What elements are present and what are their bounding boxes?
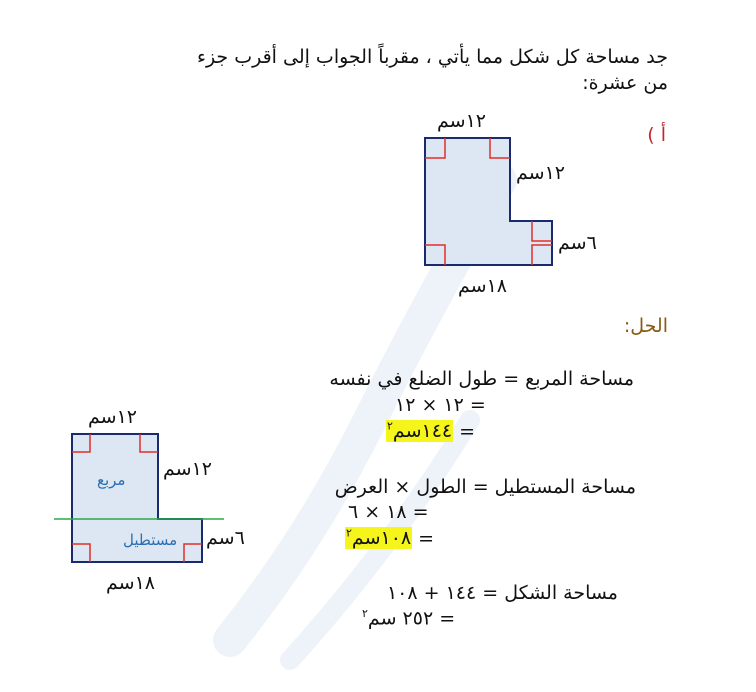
dim-bottom: ١٨سم — [458, 275, 507, 297]
dim-right-upper: ١٢سم — [516, 162, 565, 184]
shape-area-line-2: = ٢٥٢ سم$^٢$ — [362, 607, 456, 630]
dim-right-lower: ٦سم — [206, 527, 245, 549]
rect-area-line-2: = ١٨ × ٦ — [348, 501, 429, 523]
l-shape-outline — [425, 138, 552, 265]
solution-label: الحل: — [623, 315, 668, 337]
dim-top: ١٢سم — [88, 406, 137, 428]
square-area-result: ١٤٤سم$^٢$ — [387, 420, 453, 443]
dim-top: ١٢سم — [437, 110, 486, 132]
rect-area-line-3 — [345, 527, 434, 549]
square-area-line-3 — [386, 420, 475, 442]
rect-area-result: ١٠٨سم$^٢$ — [346, 527, 412, 550]
dim-right-lower: ٦سم — [558, 232, 597, 254]
part-label: أ ) — [647, 124, 666, 146]
square-area-line-2: = ١٢ × ١٢ — [395, 394, 486, 416]
dim-right-upper: ١٢سم — [163, 458, 212, 480]
question-line-2: من عشرة: — [582, 72, 668, 94]
rect-area-line-1: مساحة المستطيل = الطول × العرض — [334, 476, 636, 498]
equals-sign: = — [412, 527, 435, 550]
question-line-1: جد مساحة كل شكل مما يأتي ، مقرباً الجواب إلى أقرب جزء — [197, 46, 668, 68]
square-area-line-1: مساحة المربع = طول الضلع في نفسه — [329, 368, 634, 390]
rectangle-region-label: مستطيل — [123, 531, 178, 549]
dim-bottom: ١٨سم — [106, 572, 155, 594]
l-shape-figure-top — [415, 128, 565, 273]
shape-area-line-1: مساحة الشكل = ١٤٤ + ١٠٨ — [386, 582, 618, 604]
square-region-label: مربع — [97, 471, 126, 489]
equals-sign: = — [453, 420, 476, 443]
